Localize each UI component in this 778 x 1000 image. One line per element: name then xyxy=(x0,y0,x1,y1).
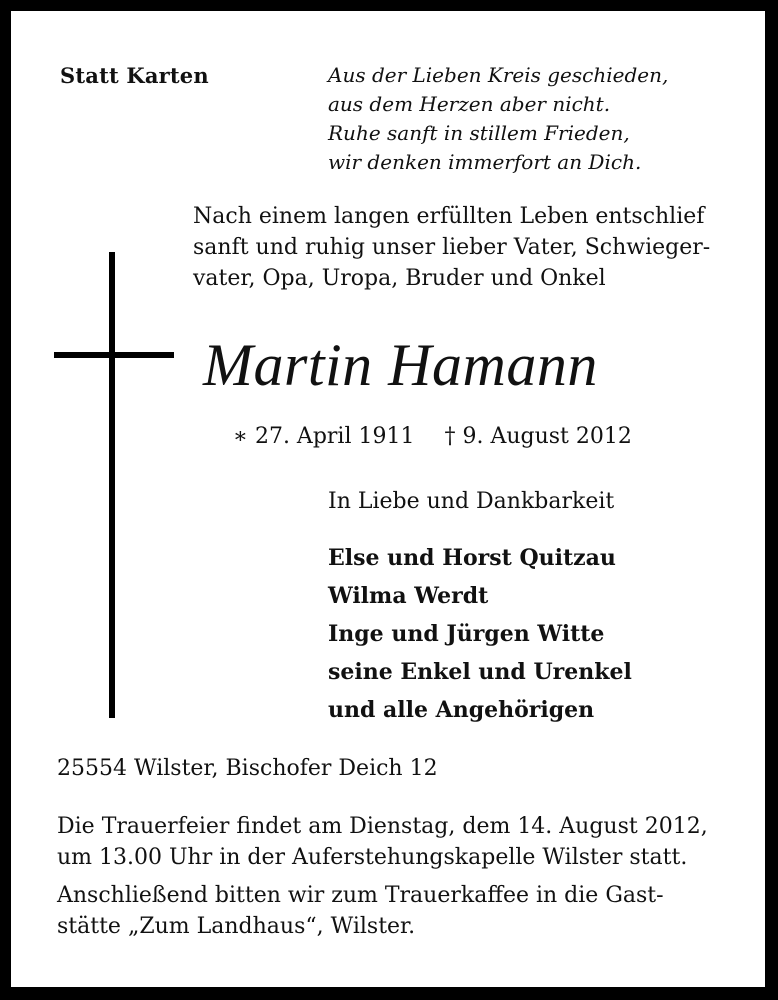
intro-text xyxy=(193,201,710,294)
poem-line: aus dem Herzen aber nicht. xyxy=(328,92,611,116)
statt-karten-label: Statt Karten xyxy=(60,63,209,88)
intro-line: sanft und ruhig unser lieber Vater, Schwieger- xyxy=(193,235,711,260)
intro-line: Nach einem langen erfüllten Leben entschlief xyxy=(193,204,705,229)
service-line: um 13.00 Uhr in der Auferstehungskapelle Wilster statt. xyxy=(57,845,688,870)
poem-line: Ruhe sanft in stillem Frieden, xyxy=(328,121,630,145)
funeral-service-info xyxy=(57,811,708,873)
coffee-info xyxy=(57,880,664,942)
mourner-name: Inge und Jürgen Witte xyxy=(328,621,605,647)
coffee-line: Anschließend bitten wir zum Trauerkaffee in die Gast- xyxy=(57,883,664,908)
mourner-name: Wilma Werdt xyxy=(328,583,489,609)
service-line: Die Trauerfeier findet am Dienstag, dem 14. August 2012, xyxy=(57,814,708,839)
deceased-name: Martin Hamann xyxy=(203,332,598,398)
coffee-line: stätte „Zum Landhaus“, Wilster. xyxy=(57,914,416,939)
poem-line: Aus der Lieben Kreis geschieden, xyxy=(328,63,669,87)
mourner-name: und alle Angehörigen xyxy=(328,697,595,723)
address: 25554 Wilster, Bischofer Deich 12 xyxy=(57,756,438,781)
mourner-name: seine Enkel und Urenkel xyxy=(328,659,632,685)
intro-line: vater, Opa, Uropa, Bruder und Onkel xyxy=(193,266,606,291)
cross-icon-horizontal-bar xyxy=(54,352,174,358)
life-dates xyxy=(233,424,632,449)
death-date: † 9. August 2012 xyxy=(444,424,632,449)
mourners-list xyxy=(328,539,632,729)
mourner-name: Else und Horst Quitzau xyxy=(328,545,616,571)
birth-date: ∗ 27. April 1911 xyxy=(233,424,415,449)
poem-line: wir denken immerfort an Dich. xyxy=(328,150,642,174)
cross-icon-vertical-bar xyxy=(109,252,115,718)
obituary-notice xyxy=(11,11,765,987)
memorial-poem xyxy=(328,61,668,177)
mourners-intro: In Liebe und Dankbarkeit xyxy=(328,489,615,514)
